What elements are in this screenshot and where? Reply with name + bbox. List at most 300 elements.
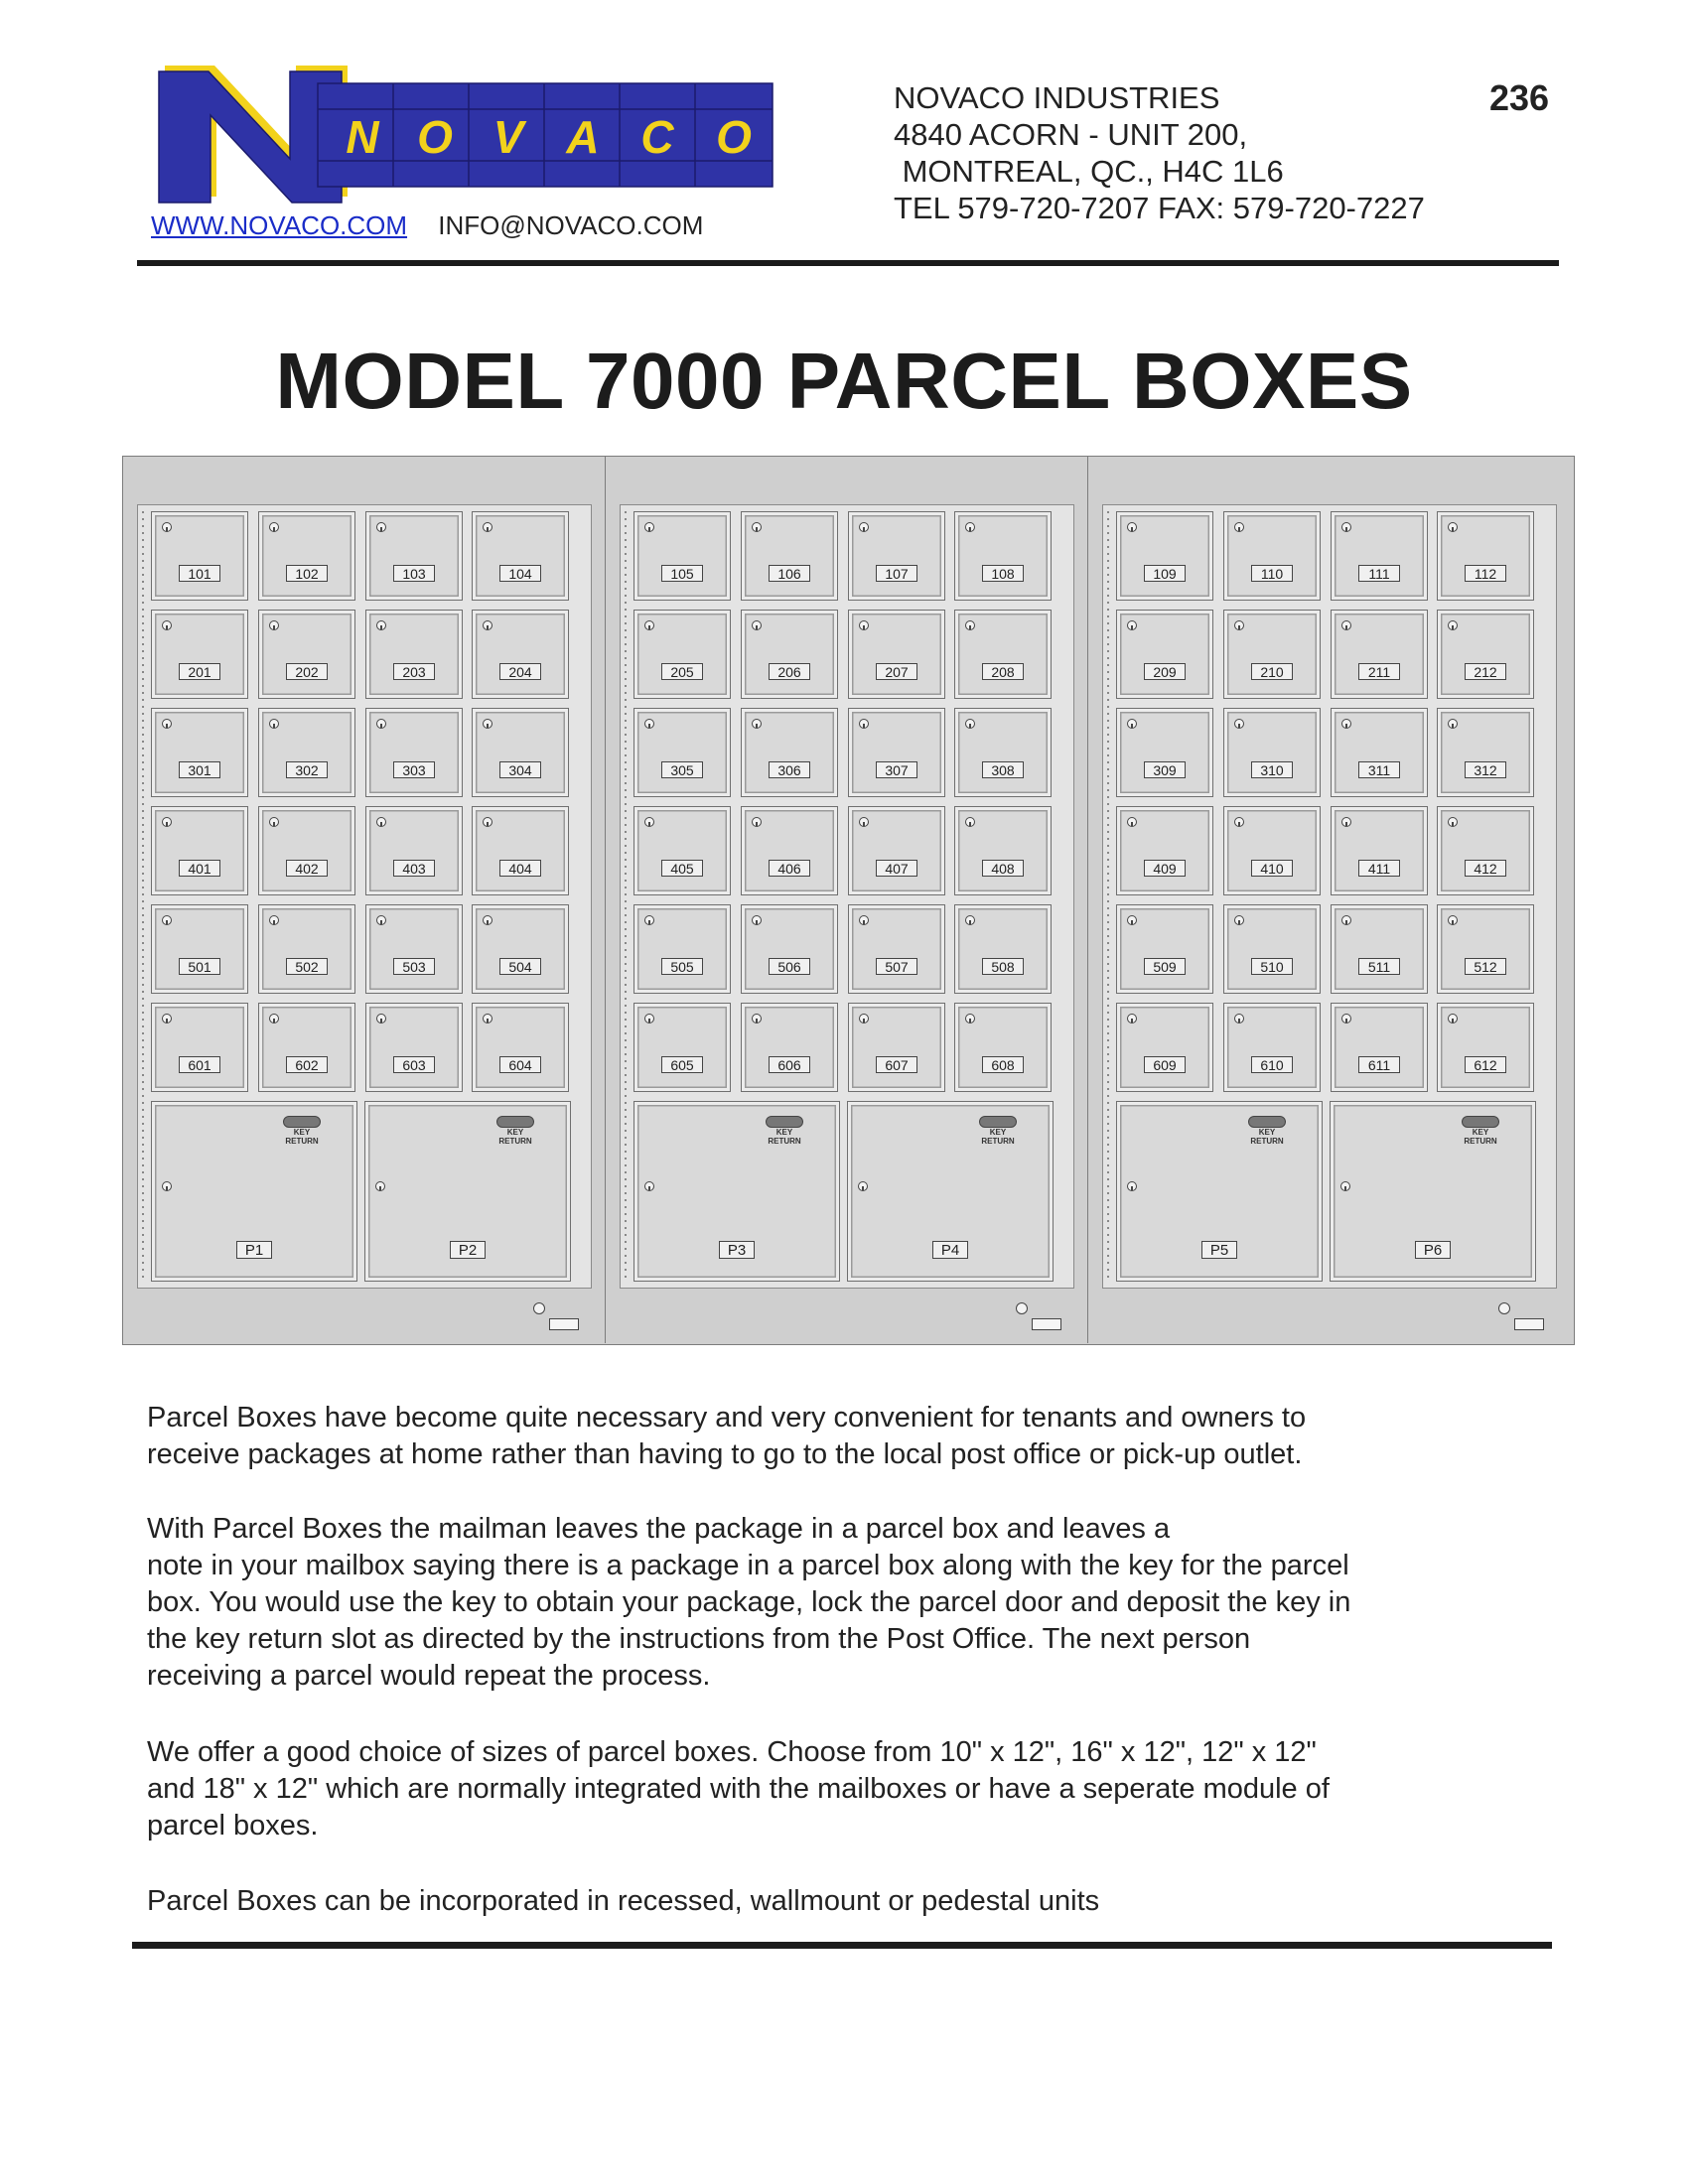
parcel-number: P1 bbox=[236, 1241, 272, 1259]
key-return-line: KEY bbox=[293, 1128, 311, 1137]
mailbox-door[interactable] bbox=[151, 1003, 248, 1092]
door-number: 103 bbox=[393, 565, 435, 582]
module-frame bbox=[620, 504, 1074, 1289]
lock-icon bbox=[965, 817, 975, 827]
lock-icon bbox=[752, 719, 762, 729]
door-number: 109 bbox=[1144, 565, 1186, 582]
page-title: MODEL 7000 PARCEL BOXES bbox=[275, 337, 1413, 425]
key-return-label bbox=[1244, 1128, 1290, 1146]
door-number: 609 bbox=[1144, 1056, 1186, 1073]
mailbox-door[interactable] bbox=[1331, 806, 1428, 895]
mailbox-door[interactable] bbox=[1437, 610, 1534, 699]
hinge-strip bbox=[142, 511, 144, 1282]
logo-letter: O bbox=[417, 111, 453, 163]
mailbox-door[interactable] bbox=[1116, 806, 1213, 895]
mailbox-door[interactable] bbox=[258, 904, 355, 994]
paragraph-mounting bbox=[147, 1883, 1557, 1920]
parcel-door[interactable] bbox=[847, 1101, 1054, 1282]
lock-icon bbox=[644, 915, 654, 925]
door-number: 604 bbox=[499, 1056, 541, 1073]
master-lock-icon[interactable] bbox=[1016, 1302, 1028, 1314]
page-number: 236 bbox=[1489, 77, 1550, 118]
mailbox-door[interactable] bbox=[472, 806, 569, 895]
lock-icon bbox=[1234, 522, 1244, 532]
door-number: 301 bbox=[179, 761, 220, 778]
mailbox-door[interactable] bbox=[258, 1003, 355, 1092]
mailbox-door[interactable] bbox=[633, 610, 731, 699]
mailbox-door[interactable] bbox=[848, 1003, 945, 1092]
lock-icon bbox=[1234, 1014, 1244, 1024]
key-return-label bbox=[279, 1128, 325, 1146]
lock-icon bbox=[752, 915, 762, 925]
novaco-logo bbox=[149, 62, 774, 205]
mailbox-module bbox=[123, 457, 606, 1343]
door-number: 101 bbox=[179, 565, 220, 582]
door-number: 405 bbox=[661, 860, 703, 877]
lock-icon bbox=[1340, 1181, 1350, 1191]
text-line: note in your mailbox saying there is a package in a parcel box along with the key for the parcel bbox=[147, 1550, 1349, 1581]
mailbox-door[interactable] bbox=[1223, 904, 1321, 994]
footer-divider bbox=[132, 1942, 1552, 1949]
mailbox-door[interactable] bbox=[365, 610, 463, 699]
lock-icon bbox=[1234, 817, 1244, 827]
lock-icon bbox=[644, 522, 654, 532]
mailbox-door[interactable] bbox=[1223, 511, 1321, 601]
lock-icon bbox=[1448, 719, 1458, 729]
lock-icon bbox=[1341, 1014, 1351, 1024]
door-number: 406 bbox=[769, 860, 810, 877]
door-number: 203 bbox=[393, 663, 435, 680]
lock-icon bbox=[162, 522, 172, 532]
address-line-2: MONTREAL, QC., H4C 1L6 bbox=[894, 154, 1284, 189]
mailbox-door[interactable] bbox=[954, 1003, 1052, 1092]
door-number: 112 bbox=[1465, 565, 1506, 582]
key-return-line: KEY bbox=[1472, 1128, 1489, 1137]
mailbox-door[interactable] bbox=[1437, 1003, 1534, 1092]
lock-icon bbox=[859, 915, 869, 925]
lock-icon bbox=[162, 620, 172, 630]
paragraph-intro bbox=[147, 1400, 1557, 1473]
company-address bbox=[894, 79, 1425, 226]
key-return-line: RETURN bbox=[498, 1137, 532, 1146]
door-number: 610 bbox=[1251, 1056, 1293, 1073]
mailbox-door[interactable] bbox=[848, 511, 945, 601]
lock-icon bbox=[752, 522, 762, 532]
lock-icon bbox=[269, 620, 279, 630]
lock-icon bbox=[1127, 817, 1137, 827]
parcel-box-diagram bbox=[122, 456, 1575, 1345]
lock-icon bbox=[1127, 1181, 1137, 1191]
key-return-line: KEY bbox=[506, 1128, 524, 1137]
master-lock-icon[interactable] bbox=[1498, 1302, 1510, 1314]
door-number: 612 bbox=[1465, 1056, 1506, 1073]
mailbox-door[interactable] bbox=[151, 904, 248, 994]
lock-icon bbox=[1127, 1014, 1137, 1024]
mailbox-door[interactable] bbox=[151, 610, 248, 699]
lock-icon bbox=[644, 1181, 654, 1191]
website-link[interactable]: WWW.NOVACO.COM bbox=[151, 210, 408, 240]
mailbox-door[interactable] bbox=[472, 708, 569, 797]
parcel-door[interactable] bbox=[633, 1101, 840, 1282]
parcel-number: P2 bbox=[450, 1241, 486, 1259]
mailbox-door[interactable] bbox=[741, 610, 838, 699]
key-return-slot bbox=[979, 1116, 1017, 1128]
door-number: 407 bbox=[876, 860, 917, 877]
door-number: 211 bbox=[1358, 663, 1400, 680]
door-number: 512 bbox=[1465, 958, 1506, 975]
door-number: 508 bbox=[982, 958, 1024, 975]
mailbox-door[interactable] bbox=[1116, 904, 1213, 994]
mailbox-door[interactable] bbox=[848, 708, 945, 797]
door-number: 410 bbox=[1251, 860, 1293, 877]
lock-icon bbox=[375, 1181, 385, 1191]
lock-icon bbox=[965, 522, 975, 532]
paragraph-process bbox=[147, 1511, 1557, 1695]
door-number: 307 bbox=[876, 761, 917, 778]
text-line: Parcel Boxes can be incorporated in recessed, wallmount or pedestal units bbox=[147, 1885, 1100, 1917]
lock-icon bbox=[1341, 719, 1351, 729]
door-number: 402 bbox=[286, 860, 328, 877]
mailbox-door[interactable] bbox=[1116, 1003, 1213, 1092]
mailbox-door[interactable] bbox=[151, 511, 248, 601]
lock-icon bbox=[644, 719, 654, 729]
mailbox-door[interactable] bbox=[1223, 1003, 1321, 1092]
lock-icon bbox=[1127, 522, 1137, 532]
lock-icon bbox=[859, 620, 869, 630]
key-return-slot bbox=[766, 1116, 803, 1128]
lock-icon bbox=[1448, 1014, 1458, 1024]
mailbox-door[interactable] bbox=[258, 610, 355, 699]
mailbox-door[interactable] bbox=[365, 806, 463, 895]
lock-icon bbox=[269, 915, 279, 925]
text-line: parcel boxes. bbox=[147, 1810, 319, 1842]
text-line: With Parcel Boxes the mailman leaves the package in a parcel box and leaves a bbox=[147, 1513, 1171, 1545]
mailbox-door[interactable] bbox=[633, 511, 731, 601]
door-number: 206 bbox=[769, 663, 810, 680]
lock-icon bbox=[965, 915, 975, 925]
lock-icon bbox=[859, 1014, 869, 1024]
door-number: 212 bbox=[1465, 663, 1506, 680]
lock-icon bbox=[1127, 719, 1137, 729]
key-return-line: RETURN bbox=[285, 1137, 319, 1146]
mailbox-door[interactable] bbox=[1331, 708, 1428, 797]
lock-icon bbox=[965, 1014, 975, 1024]
lock-icon bbox=[859, 817, 869, 827]
logo-letter: A bbox=[566, 111, 600, 163]
key-return-slot bbox=[1462, 1116, 1499, 1128]
door-number: 107 bbox=[876, 565, 917, 582]
lock-icon bbox=[376, 719, 386, 729]
key-return-slot bbox=[1248, 1116, 1286, 1128]
lock-icon bbox=[1448, 817, 1458, 827]
mailbox-door[interactable] bbox=[258, 511, 355, 601]
mailbox-module bbox=[1088, 457, 1571, 1343]
logo-letter: V bbox=[492, 111, 524, 163]
door-number: 303 bbox=[393, 761, 435, 778]
lock-icon bbox=[858, 1181, 868, 1191]
lock-icon bbox=[376, 522, 386, 532]
door-number: 306 bbox=[769, 761, 810, 778]
lock-icon bbox=[483, 1014, 492, 1024]
mailbox-door[interactable] bbox=[741, 708, 838, 797]
parcel-number: P6 bbox=[1415, 1241, 1451, 1259]
mailbox-door[interactable] bbox=[1437, 708, 1534, 797]
door-number: 412 bbox=[1465, 860, 1506, 877]
door-number: 111 bbox=[1358, 565, 1400, 582]
mailbox-door[interactable] bbox=[633, 1003, 731, 1092]
lock-icon bbox=[1234, 719, 1244, 729]
door-number: 102 bbox=[286, 565, 328, 582]
parcel-number: P3 bbox=[719, 1241, 755, 1259]
lock-icon bbox=[269, 817, 279, 827]
door-number: 205 bbox=[661, 663, 703, 680]
lock-icon bbox=[644, 817, 654, 827]
door-number: 603 bbox=[393, 1056, 435, 1073]
mailbox-door[interactable] bbox=[1223, 806, 1321, 895]
door-number: 305 bbox=[661, 761, 703, 778]
parcel-door[interactable] bbox=[364, 1101, 571, 1282]
lock-icon bbox=[1127, 620, 1137, 630]
key-return-line: RETURN bbox=[981, 1137, 1015, 1146]
mailbox-door[interactable] bbox=[741, 511, 838, 601]
contact-links bbox=[151, 210, 703, 241]
company-name: NOVACO INDUSTRIES bbox=[894, 80, 1220, 115]
text-line: the key return slot as directed by the instructions from the Post Office. The next person bbox=[147, 1623, 1251, 1655]
lock-icon bbox=[162, 817, 172, 827]
lock-icon bbox=[376, 817, 386, 827]
key-return-line: RETURN bbox=[768, 1137, 801, 1146]
logo-n-letter: N bbox=[248, 161, 249, 162]
door-number: 110 bbox=[1251, 565, 1293, 582]
lock-icon bbox=[965, 620, 975, 630]
door-number: 302 bbox=[286, 761, 328, 778]
parcel-door[interactable] bbox=[1116, 1101, 1323, 1282]
mailbox-door[interactable] bbox=[633, 904, 731, 994]
lock-icon bbox=[1234, 620, 1244, 630]
mailbox-door[interactable] bbox=[365, 511, 463, 601]
lock-icon bbox=[162, 719, 172, 729]
lock-icon bbox=[269, 1014, 279, 1024]
text-line: and 18" x 12" which are normally integrated with the mailboxes or have a seperate module of bbox=[147, 1773, 1330, 1805]
door-number: 104 bbox=[499, 565, 541, 582]
lock-icon bbox=[483, 915, 492, 925]
parcel-door[interactable] bbox=[151, 1101, 357, 1282]
paragraph-sizes bbox=[147, 1734, 1557, 1844]
lock-icon bbox=[269, 719, 279, 729]
door-number: 606 bbox=[769, 1056, 810, 1073]
parcel-number: P4 bbox=[932, 1241, 968, 1259]
mailbox-door[interactable] bbox=[472, 1003, 569, 1092]
door-number: 601 bbox=[179, 1056, 220, 1073]
text-line: box. You would use the key to obtain your package, lock the parcel door and deposit the key in bbox=[147, 1586, 1351, 1618]
mailbox-door[interactable] bbox=[954, 511, 1052, 601]
header-divider bbox=[137, 260, 1559, 266]
mailbox-door[interactable] bbox=[954, 708, 1052, 797]
address-line-1: 4840 ACORN - UNIT 200, bbox=[894, 117, 1248, 152]
lock-icon bbox=[965, 719, 975, 729]
mailbox-door[interactable] bbox=[954, 806, 1052, 895]
lock-icon bbox=[644, 620, 654, 630]
mailbox-door[interactable] bbox=[1331, 511, 1428, 601]
lock-icon bbox=[859, 719, 869, 729]
module-label-holder bbox=[1032, 1318, 1061, 1330]
mailbox-door[interactable] bbox=[365, 708, 463, 797]
mailbox-door[interactable] bbox=[1331, 610, 1428, 699]
mailbox-door[interactable] bbox=[741, 904, 838, 994]
door-number: 408 bbox=[982, 860, 1024, 877]
door-number: 509 bbox=[1144, 958, 1186, 975]
mailbox-door[interactable] bbox=[151, 708, 248, 797]
lock-icon bbox=[483, 817, 492, 827]
lock-icon bbox=[162, 1014, 172, 1024]
lock-icon bbox=[752, 1014, 762, 1024]
door-number: 309 bbox=[1144, 761, 1186, 778]
lock-icon bbox=[483, 522, 492, 532]
door-number: 311 bbox=[1358, 761, 1400, 778]
door-number: 510 bbox=[1251, 958, 1293, 975]
key-return-line: KEY bbox=[1258, 1128, 1276, 1137]
lock-icon bbox=[752, 620, 762, 630]
lock-icon bbox=[1448, 522, 1458, 532]
lock-icon bbox=[376, 915, 386, 925]
mailbox-door[interactable] bbox=[633, 708, 731, 797]
door-number: 209 bbox=[1144, 663, 1186, 680]
mailbox-door[interactable] bbox=[848, 904, 945, 994]
door-number: 105 bbox=[661, 565, 703, 582]
door-number: 511 bbox=[1358, 958, 1400, 975]
mailbox-door[interactable] bbox=[1116, 610, 1213, 699]
lock-icon bbox=[483, 620, 492, 630]
mailbox-door[interactable] bbox=[848, 610, 945, 699]
module-label-holder bbox=[549, 1318, 579, 1330]
key-return-label bbox=[492, 1128, 538, 1146]
text-line: receiving a parcel would repeat the process. bbox=[147, 1660, 711, 1692]
mailbox-door[interactable] bbox=[741, 1003, 838, 1092]
lock-icon bbox=[859, 522, 869, 532]
door-number: 401 bbox=[179, 860, 220, 877]
mailbox-door[interactable] bbox=[633, 806, 731, 895]
lock-icon bbox=[1341, 915, 1351, 925]
door-number: 202 bbox=[286, 663, 328, 680]
door-number: 108 bbox=[982, 565, 1024, 582]
master-lock-icon[interactable] bbox=[533, 1302, 545, 1314]
key-return-line: RETURN bbox=[1250, 1137, 1284, 1146]
mailbox-door[interactable] bbox=[1437, 806, 1534, 895]
mailbox-door[interactable] bbox=[1116, 511, 1213, 601]
door-number: 404 bbox=[499, 860, 541, 877]
mailbox-door[interactable] bbox=[472, 511, 569, 601]
mailbox-door[interactable] bbox=[1331, 1003, 1428, 1092]
mailbox-door[interactable] bbox=[1223, 708, 1321, 797]
mailbox-door[interactable] bbox=[258, 708, 355, 797]
key-return-slot bbox=[496, 1116, 534, 1128]
door-number: 308 bbox=[982, 761, 1024, 778]
parcel-number: P5 bbox=[1201, 1241, 1237, 1259]
module-label-holder bbox=[1514, 1318, 1544, 1330]
hinge-strip bbox=[1107, 511, 1109, 1282]
mailbox-door[interactable] bbox=[1116, 708, 1213, 797]
lock-icon bbox=[162, 1181, 172, 1191]
door-number: 602 bbox=[286, 1056, 328, 1073]
lock-icon bbox=[1234, 915, 1244, 925]
lock-icon bbox=[376, 1014, 386, 1024]
mailbox-door[interactable] bbox=[954, 904, 1052, 994]
mailbox-door[interactable] bbox=[472, 610, 569, 699]
lock-icon bbox=[1341, 620, 1351, 630]
mailbox-door[interactable] bbox=[365, 904, 463, 994]
door-number: 501 bbox=[179, 958, 220, 975]
logo-letter: O bbox=[716, 111, 752, 163]
lock-icon bbox=[1341, 817, 1351, 827]
mailbox-door[interactable] bbox=[258, 806, 355, 895]
door-number: 304 bbox=[499, 761, 541, 778]
door-number: 506 bbox=[769, 958, 810, 975]
module-frame bbox=[1102, 504, 1557, 1289]
hinge-strip bbox=[625, 511, 627, 1282]
mailbox-door[interactable] bbox=[848, 806, 945, 895]
logo-letter: N bbox=[346, 111, 379, 163]
door-number: 608 bbox=[982, 1056, 1024, 1073]
door-number: 207 bbox=[876, 663, 917, 680]
lock-icon bbox=[269, 522, 279, 532]
lock-icon bbox=[1448, 620, 1458, 630]
mailbox-door[interactable] bbox=[1437, 904, 1534, 994]
lock-icon bbox=[376, 620, 386, 630]
mailbox-door[interactable] bbox=[1223, 610, 1321, 699]
door-number: 106 bbox=[769, 565, 810, 582]
key-return-label bbox=[762, 1128, 807, 1146]
lock-icon bbox=[1341, 522, 1351, 532]
mailbox-door[interactable] bbox=[472, 904, 569, 994]
text-line: Parcel Boxes have become quite necessary and very convenient for tenants and owners to bbox=[147, 1402, 1307, 1433]
mailbox-door[interactable] bbox=[1437, 511, 1534, 601]
key-return-label bbox=[975, 1128, 1021, 1146]
mailbox-door[interactable] bbox=[954, 610, 1052, 699]
door-number: 204 bbox=[499, 663, 541, 680]
mailbox-module bbox=[606, 457, 1088, 1343]
mailbox-door[interactable] bbox=[741, 806, 838, 895]
door-number: 605 bbox=[661, 1056, 703, 1073]
lock-icon bbox=[483, 719, 492, 729]
mailbox-door[interactable] bbox=[365, 1003, 463, 1092]
parcel-door[interactable] bbox=[1330, 1101, 1536, 1282]
lock-icon bbox=[644, 1014, 654, 1024]
door-number: 409 bbox=[1144, 860, 1186, 877]
door-number: 208 bbox=[982, 663, 1024, 680]
door-number: 507 bbox=[876, 958, 917, 975]
key-return-line: RETURN bbox=[1464, 1137, 1497, 1146]
mailbox-door[interactable] bbox=[1331, 904, 1428, 994]
door-number: 505 bbox=[661, 958, 703, 975]
door-number: 607 bbox=[876, 1056, 917, 1073]
door-number: 312 bbox=[1465, 761, 1506, 778]
key-return-line: KEY bbox=[989, 1128, 1007, 1137]
text-line: We offer a good choice of sizes of parcel boxes. Choose from 10" x 12", 16" x 12", 12" x 12" bbox=[147, 1736, 1317, 1768]
key-return-slot bbox=[283, 1116, 321, 1128]
mailbox-door[interactable] bbox=[151, 806, 248, 895]
lock-icon bbox=[752, 817, 762, 827]
module-frame bbox=[137, 504, 592, 1289]
logo-letter: C bbox=[640, 111, 674, 163]
door-number: 411 bbox=[1358, 860, 1400, 877]
door-number: 611 bbox=[1358, 1056, 1400, 1073]
phone-fax: TEL 579-720-7207 FAX: 579-720-7227 bbox=[894, 191, 1425, 225]
text-line: receive packages at home rather than having to go to the local post office or pick-up outlet. bbox=[147, 1438, 1303, 1470]
key-return-label bbox=[1458, 1128, 1503, 1146]
door-number: 503 bbox=[393, 958, 435, 975]
lock-icon bbox=[1448, 915, 1458, 925]
email-text: INFO@NOVACO.COM bbox=[438, 210, 704, 240]
